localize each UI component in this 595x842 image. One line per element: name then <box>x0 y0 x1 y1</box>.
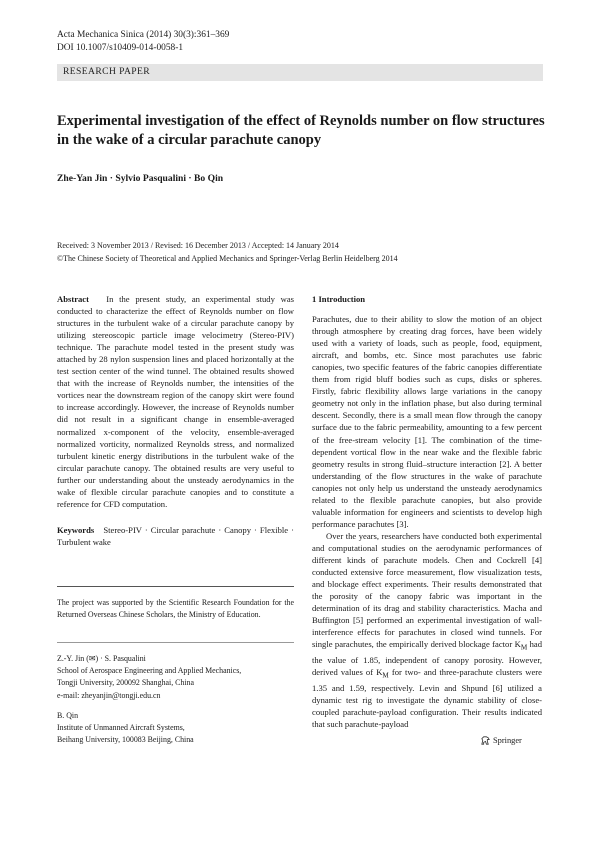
section-label: RESEARCH PAPER <box>63 66 151 77</box>
affiliations <box>57 653 294 746</box>
intro-p2-subscript-2: M <box>382 671 389 680</box>
abstract-heading: Abstract <box>57 294 89 304</box>
journal-citation: Acta Mechanica Sinica (2014) 30(3):361–369 <box>57 30 230 40</box>
left-column <box>57 293 294 548</box>
intro-p2-part-a: Over the years, researchers have conducted both experimental and computational studies on the aerodynamic performances of different kinds of parachute models. Chen and Cockrell [4] conducted extensive force measurement, flow visualization tests, and blockage effect experiments. Their results demonstrated that the porosity of the canopy fabric was important in the determination of its drag and stability characteristics. Macha and Buffington [5] performed an experimental investigation of wall-interference effects for parachutes in closed wind tunnels. For single parachutes, the empirically derived blockage factor K <box>312 530 542 650</box>
intro-p2-part-c: for two- and three-parachute clusters were 1.35 and 1.59, respectively. Levin and Shpund [6] utilized a dynamic test rig to investigate the dynamic stability of close-coupled parachute-payload configuration. Their results indicated that such parachute-payload <box>312 667 542 730</box>
intro-paragraph-2 <box>312 530 542 730</box>
keywords-text: Stereo-PIV · Circular parachute · Canopy · Flexible · Turbulent wake <box>57 524 294 547</box>
affiliation-divider <box>57 642 294 643</box>
abstract <box>57 293 294 510</box>
right-column <box>312 293 542 730</box>
intro-p2-subscript-1: M <box>520 644 528 653</box>
keywords-heading: Keywords <box>57 524 95 535</box>
affil1-line1: School of Aerospace Engineering and Applied Mechanics, <box>57 666 242 676</box>
author-list: Zhe-Yan Jin · Sylvio Pasqualini · Bo Qin <box>57 173 224 184</box>
footnote-divider <box>57 586 294 587</box>
intro-p2-part-b: had the value of 1.85, independent of canopy porosity. However, derived values of K <box>312 639 543 678</box>
section-heading-introduction: 1 Introduction <box>312 294 366 304</box>
affil2-line2: Beihang University, 100083 Beijing, China <box>57 735 194 745</box>
article-title: Experimental investigation of the effect of Reynolds number on flow structures in the wake of a circular parachute canopy <box>57 113 545 148</box>
dates-line: Received: 3 November 2013 / Revised: 16 December 2013 / Accepted: 14 January 2014 <box>57 241 339 250</box>
intro-paragraph-1: Parachutes, due to their ability to slow the motion of an object through atmosphere by creating drag forces, have been widely used with a variety of loads, such as people, food, equipment, aircraft, and bombs, etc. Since most parachutes use fabric canopies, two specific features of the fabric canopies differentiate them from rigid bluff bodies such as cups, disks or spheres. Firstly, fabric flexibility allows large variations in the canopy geometry not only in the inflation phase, but also during terminal descent. Secondly, there is a small mean flow through the canopy surface due to the fabric permeability, amounting to a few percent of the free-stream velocity [1]. The combination of the time-dependent vortical flow in the near wake and the flexible fabric geometry results in strong fluid–structure interaction [2]. A better understanding of the flow structures in the wake of parachute canopies not only help us understand the unsteady aerodynamics related to the flexible parachute canopies, but also provide valuable information for engineers and scientists to develop high performance parachutes [3]. <box>312 314 542 529</box>
publisher-name: Springer <box>493 736 522 745</box>
affil1-email[interactable]: e-mail: zheyanjin@tongji.edu.cn <box>57 690 161 700</box>
section-band <box>57 64 543 81</box>
affil1-names: Z.-Y. Jin (✉) · S. Pasqualini <box>57 654 146 663</box>
keywords <box>57 524 294 548</box>
article-history <box>57 240 398 265</box>
abstract-text: In the present study, an experimental study was conducted to characterize the effect of Reynolds number on flow structures in the turbulent wake of a circular parachute canopy by utilizing stereoscopic particle image velocimetry (Stereo-PIV) technique. The parachute model tested in the present study was attached by 28 nylon suspension lines and placed horizontally at the test section center of the wind tunnel. The obtained results showed that with the increase of Reynolds number, the intensities of the vortices near the downstream region of the canopy skirt were found to increase accordingly. However, the increase of Reynolds number did not result in a significant change in ensemble-averaged normalized x-component of the velocity, ensemble-averaged normalized vorticity, normalized Reynolds stress, and normalized turbulent kinetic energy distributions in the turbulent wake of the circular parachute canopy. The obtained results are very useful to further our understanding about the unsteady aerodynamics in the wake of flexible circular parachute canopies and to constitute a reference for CFD computation. <box>57 294 294 509</box>
publisher-logo <box>480 735 522 746</box>
springer-horse-icon <box>480 735 491 746</box>
affil2-line1: Institute of Unmanned Aircraft Systems, <box>57 723 185 733</box>
doi[interactable]: DOI 10.1007/s10409-014-0058-1 <box>57 42 184 53</box>
funding-footnote: The project was supported by the Scientific Research Foundation for the Returned Overseas Chinese Scholars, the Ministry of Education. <box>57 598 294 619</box>
affil2-name: B. Qin <box>57 710 79 720</box>
copyright-line: ©The Chinese Society of Theoretical and Applied Mechanics and Springer-Verlag Berlin Heidelberg 2014 <box>57 253 398 263</box>
affil1-line2: Tongji University, 200092 Shanghai, China <box>57 678 195 688</box>
journal-header <box>57 29 229 54</box>
